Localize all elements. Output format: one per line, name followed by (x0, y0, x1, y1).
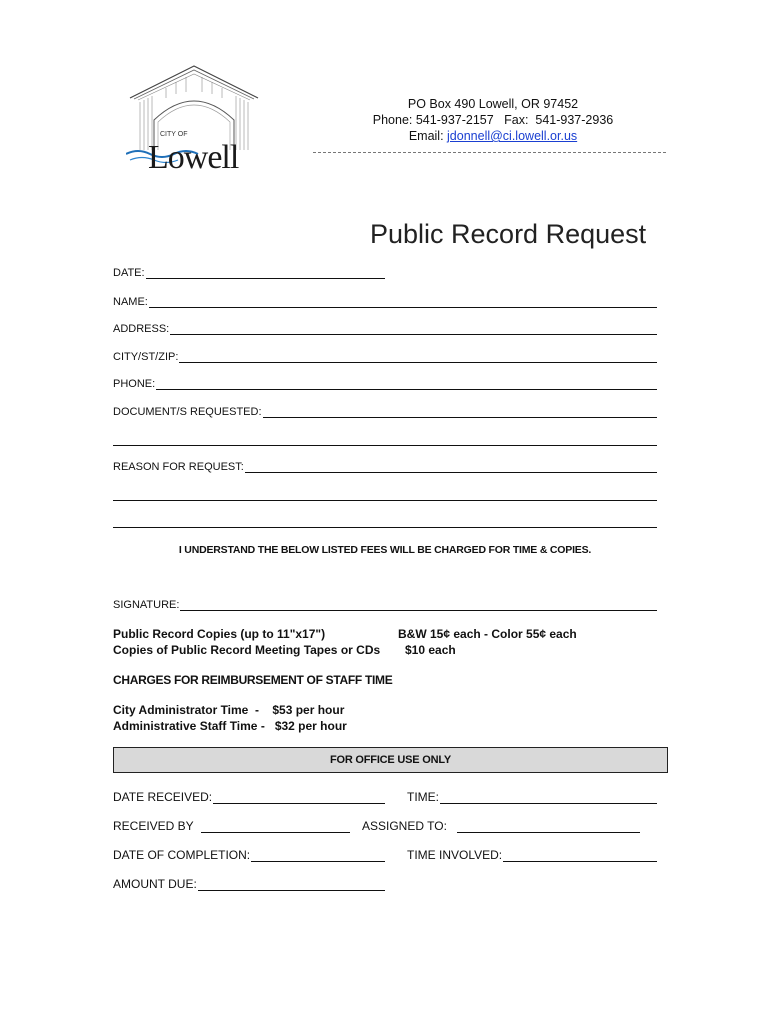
contact-email-link[interactable]: jdonnell@ci.lowell.or.us (447, 129, 578, 143)
time-line[interactable] (440, 791, 657, 804)
fee-prices (398, 626, 577, 658)
date-received-label: DATE RECEIVED: (113, 790, 213, 804)
reason-field[interactable] (113, 461, 657, 473)
phone-field[interactable] (113, 378, 657, 390)
contact-email-label: Email: (408, 129, 448, 143)
assigned-to-line[interactable] (457, 820, 640, 833)
documents-requested-line-2[interactable] (113, 445, 657, 446)
received-by-field[interactable] (113, 819, 350, 833)
name-field[interactable] (113, 296, 657, 308)
fees-notice: I UNDERSTAND THE BELOW LISTED FEES WILL BE CHARGED FOR TIME & COPIES. (178, 544, 592, 556)
phone-line[interactable] (156, 378, 657, 390)
city-of-lowell-logo (126, 62, 262, 174)
date-label: DATE: (113, 267, 145, 279)
reason-line-3[interactable] (113, 527, 657, 528)
city-st-zip-field[interactable] (113, 351, 657, 363)
contact-block (310, 96, 676, 144)
staff-charges-heading: CHARGES FOR REIMBURSEMENT OF STAFF TIME (113, 673, 393, 687)
signature-field[interactable] (113, 599, 657, 611)
reason-line[interactable] (245, 461, 657, 473)
reason-label: REASON FOR REQUEST: (113, 461, 244, 473)
date-field[interactable] (113, 267, 385, 279)
fee-items (113, 626, 380, 658)
staff-rate: Administrative Staff Time - $32 per hour (113, 719, 347, 733)
copies-fee-price: B&W 15¢ each - Color 55¢ each (398, 627, 577, 641)
received-by-label: RECEIVED BY (113, 819, 197, 833)
date-line[interactable] (146, 267, 385, 279)
name-label: NAME: (113, 296, 148, 308)
date-of-completion-field[interactable] (113, 848, 385, 862)
tapes-fee-label: Copies of Public Record Meeting Tapes or CDs (113, 643, 381, 657)
contact-address: PO Box 490 Lowell, OR 97452 (407, 97, 579, 111)
reason-line-2[interactable] (113, 500, 657, 501)
documents-requested-line[interactable] (263, 406, 657, 418)
time-field[interactable] (407, 790, 657, 804)
page-title: Public Record Request (370, 219, 647, 249)
signature-line[interactable] (180, 599, 657, 611)
copies-fee-label: Public Record Copies (up to 11"x17") (113, 627, 326, 641)
time-involved-field[interactable] (407, 848, 657, 862)
address-label: ADDRESS: (113, 323, 170, 335)
administrator-rate: City Administrator Time - $53 per hour (113, 703, 345, 717)
date-received-line[interactable] (213, 791, 385, 804)
amount-due-line[interactable] (198, 878, 385, 891)
documents-requested-field[interactable] (113, 406, 657, 418)
logo-name: Lowell (148, 139, 239, 174)
contact-email-row (310, 128, 676, 144)
name-line[interactable] (149, 296, 657, 308)
amount-due-field[interactable] (113, 877, 385, 891)
time-involved-line[interactable] (503, 849, 657, 862)
logo-city-of: CITY OF (160, 131, 188, 138)
city-st-zip-label: CITY/ST/ZIP: (113, 351, 179, 363)
time-label: TIME: (407, 790, 439, 804)
city-st-zip-line[interactable] (179, 351, 657, 363)
assigned-to-field[interactable] (362, 819, 640, 833)
office-use-banner (113, 747, 668, 773)
received-by-line[interactable] (201, 820, 350, 833)
amount-due-label: AMOUNT DUE: (113, 877, 197, 891)
staff-rates (113, 702, 347, 734)
time-involved-label: TIME INVOLVED: (407, 848, 503, 862)
phone-label: PHONE: (113, 378, 156, 390)
signature-label: SIGNATURE: (113, 599, 180, 611)
tapes-fee-price: $10 each (405, 643, 456, 657)
date-received-field[interactable] (113, 790, 385, 804)
contact-phone-fax: Phone: 541-937-2157 Fax: 541-937-2936 (372, 113, 614, 127)
date-of-completion-label: DATE OF COMPLETION: (113, 848, 251, 862)
date-of-completion-line[interactable] (251, 849, 385, 862)
header-divider (313, 152, 666, 153)
assigned-to-label: ASSIGNED TO: (362, 819, 447, 833)
documents-requested-label: DOCUMENT/S REQUESTED: (113, 406, 262, 418)
address-line[interactable] (170, 323, 657, 335)
address-field[interactable] (113, 323, 657, 335)
office-use-heading: FOR OFFICE USE ONLY (329, 754, 452, 766)
